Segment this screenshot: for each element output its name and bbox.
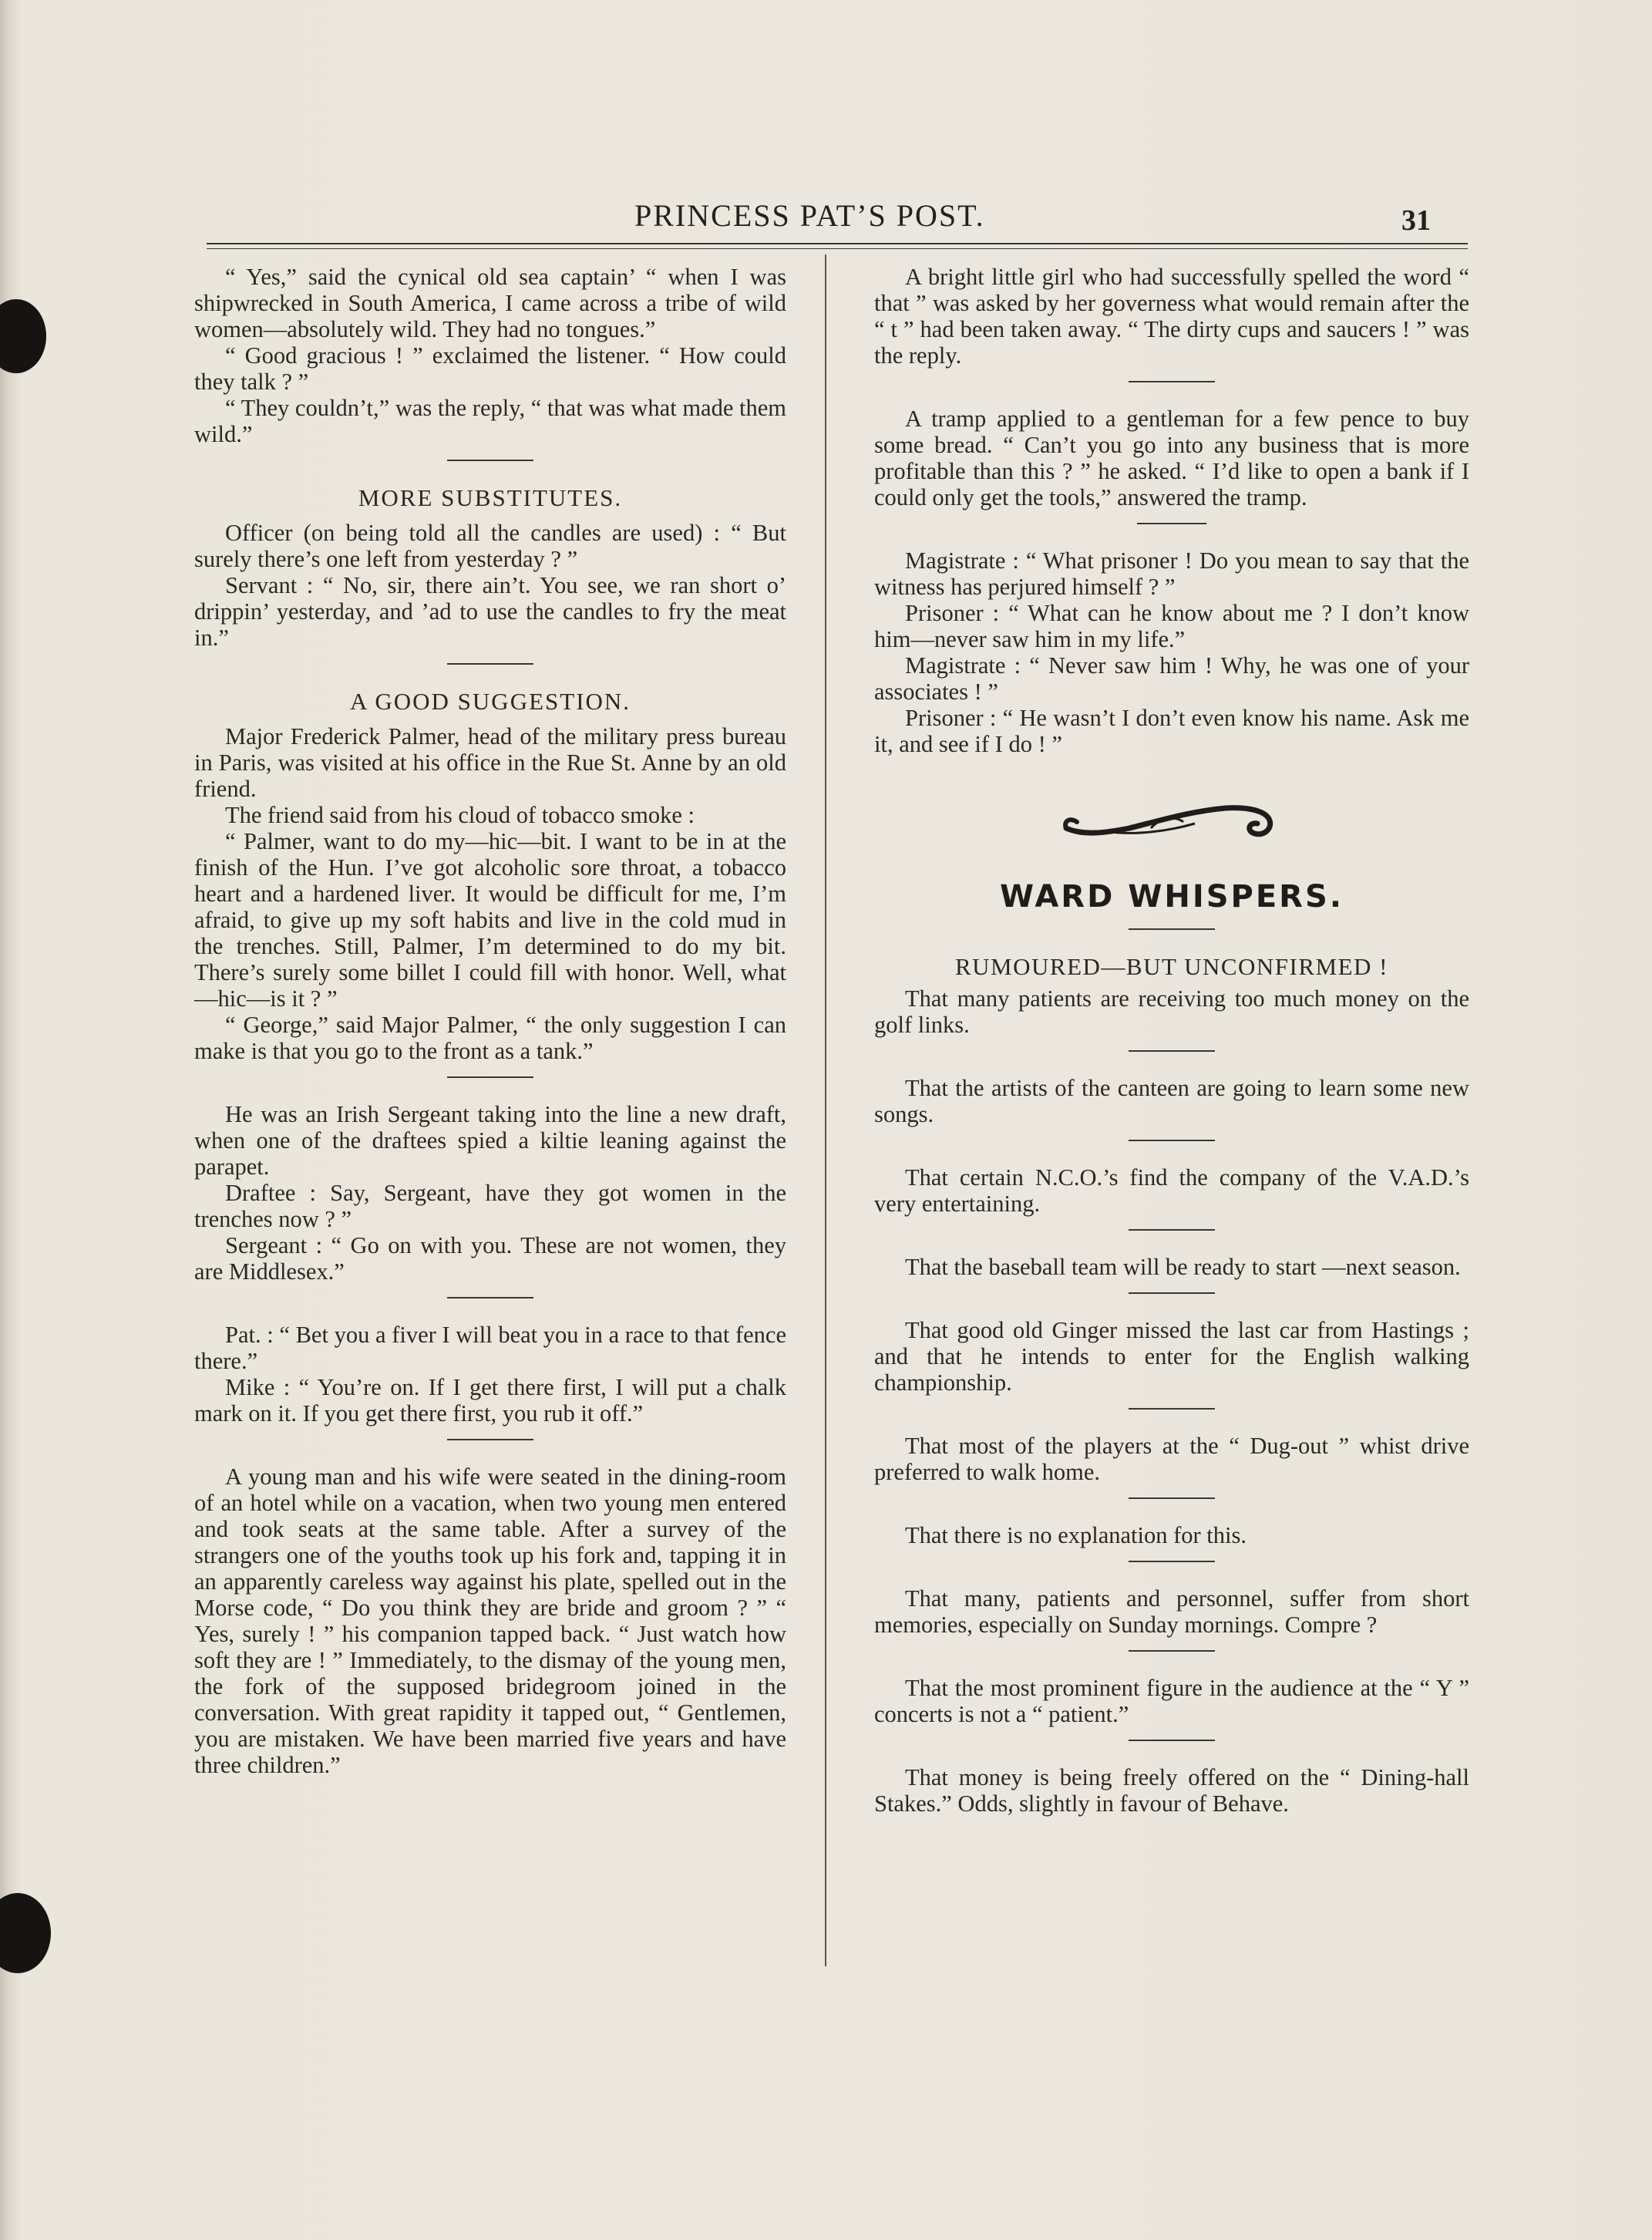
column-divider bbox=[825, 254, 826, 1966]
separator-rule bbox=[447, 1297, 533, 1299]
pat-mike-para-2: Mike : “ You’re on. If I get there first, I will put a chalk mark on it. If you get there first, you rub it off.” bbox=[194, 1374, 786, 1427]
separator-rule bbox=[1129, 1140, 1215, 1141]
rumour-item: That money is being freely offered on the “ Dining-hall Stakes.” Odds, slightly in favour of Behave. bbox=[874, 1764, 1469, 1817]
more-substitutes-heading: MORE SUBSTITUTES. bbox=[358, 484, 623, 511]
rumour-item: That the baseball team will be ready to start —next season. bbox=[905, 1254, 1461, 1280]
header-rule-thin bbox=[207, 248, 1468, 249]
pat-mike-para-1: Pat. : “ Bet you a fiver I will beat you in a race to that fence there.” bbox=[194, 1322, 786, 1374]
sergeant-para-1: He was an Irish Sergeant taking into the line a new draft, when one of the draftees spied a kiltie leaning against the parapet. bbox=[194, 1101, 786, 1180]
right-column bbox=[874, 264, 1469, 1817]
rumour-item: That the most prominent figure in the audience at the “ Y ” concerts is not a “ patient.” bbox=[874, 1675, 1469, 1727]
captain-para-1: “ Yes,” said the cynical old sea captain’ “ when I was shipwrecked in South America, I came across a tribe of wild women—absolutely wild. They had no tongues.” bbox=[194, 264, 786, 342]
rumour-item: That certain N.C.O.’s find the company of the V.A.D.’s very entertaining. bbox=[874, 1164, 1469, 1217]
tramp-para: A tramp applied to a gentleman for a few pence to buy some bread. “ Can’t you go into any business that is more profitable than this ? ” he asked. “ I’d like to open a bank if I could only get the tools,” answered the tramp. bbox=[874, 406, 1469, 510]
flourish-ornament-icon bbox=[1060, 797, 1284, 848]
suggestion-para-1: Major Frederick Palmer, head of the military press bureau in Paris, was visited at his office in the Rue St. Anne by an old friend. bbox=[194, 723, 786, 802]
good-suggestion-heading: A GOOD SUGGESTION. bbox=[349, 688, 631, 715]
separator-rule bbox=[1129, 1408, 1215, 1410]
captain-para-3: “ They couldn’t,” was the reply, “ that was what made them wild.” bbox=[194, 395, 786, 447]
separator-rule bbox=[1129, 1650, 1215, 1652]
separator-rule bbox=[447, 460, 533, 461]
page-number: 31 bbox=[1401, 204, 1431, 237]
rumour-item: That most of the players at the “ Dug-out ” whist drive preferred to walk home. bbox=[874, 1433, 1469, 1485]
rumoured-heading: RUMOURED—BUT UNCONFIRMED ! bbox=[954, 953, 1389, 980]
rumour-item: That good old Ginger missed the last car from Hastings ; and that he intends to enter for the English walking championship. bbox=[874, 1317, 1469, 1396]
suggestion-para-2: The friend said from his cloud of tobacco smoke : bbox=[225, 802, 695, 828]
separator-rule bbox=[447, 1439, 533, 1440]
separator-rule bbox=[1129, 381, 1215, 382]
magistrate-para-3: Magistrate : “ Never saw him ! Why, he was one of your associates ! ” bbox=[874, 652, 1469, 705]
page-header bbox=[207, 194, 1471, 250]
separator-rule bbox=[1129, 1497, 1215, 1499]
separator-rule bbox=[1129, 1561, 1215, 1562]
captain-para-2: “ Good gracious ! ” exclaimed the listener. “ How could they talk ? ” bbox=[194, 342, 786, 395]
separator-rule bbox=[1129, 1740, 1215, 1741]
substitutes-para-1: Officer (on being told all the candles are used) : “ But surely there’s one left from yesterday ? ” bbox=[194, 520, 786, 572]
rumour-item: That many patients are receiving too much money on the golf links. bbox=[874, 985, 1469, 1038]
separator-rule bbox=[1129, 1229, 1215, 1231]
left-column bbox=[194, 264, 786, 1778]
substitutes-para-2: Servant : “ No, sir, there ain’t. You see, we ran short o’ drippin’ yesterday, and ’ad to use the candles to fry the meat in.” bbox=[194, 572, 786, 651]
rumour-item: That there is no explanation for this. bbox=[905, 1522, 1247, 1548]
morse-para: A young man and his wife were seated in the dining-room of an hotel while on a vacation, when two young men entered and took seats at the same table. After a survey of the strangers one of the youths took up his fork and, tapping it in an apparently careless way against his plate, spelled out in the Morse code, “ Do you think they are bride and groom ? ” “ Yes, surely ! ” his companion tapped back. “ Just watch how soft they are ! ” Immediately, to the dismay of the young men, the fork of the supposed bridegroom joined in the conversation. With great rapidity it tapped out, “ Gentlemen, you are mistaken. We have been married five years and have three children.” bbox=[194, 1464, 786, 1778]
separator-rule bbox=[1129, 928, 1215, 930]
separator-rule bbox=[1129, 1050, 1215, 1052]
magistrate-para-2: Prisoner : “ What can he know about me ? I don’t know him—never saw him in my life.” bbox=[874, 600, 1469, 652]
separator-rule bbox=[1129, 1292, 1215, 1294]
header-rule bbox=[207, 243, 1468, 244]
separator-rule bbox=[447, 1076, 533, 1078]
separator-rule bbox=[1137, 523, 1206, 524]
suggestion-para-3: “ Palmer, want to do my—hic—bit. I want to be in at the finish of the Hun. I’ve got alcoholic sore throat, a tobacco heart and a hardened liver. It would be difficult for me, I’m afraid, to give up my soft habits and live in the cold mud in the trenches. Still, Palmer, I’m determined to do my bit. There’s surely some billet I could fill with honor. Well, what —hic—is it ? ” bbox=[194, 828, 786, 1012]
sergeant-para-2: Draftee : Say, Sergeant, have they got women in the trenches now ? ” bbox=[194, 1180, 786, 1232]
ward-whispers-title: WARD WHISPERS. bbox=[1000, 879, 1344, 915]
magistrate-para-1: Magistrate : “ What prisoner ! Do you mean to say that the witness has perjured himself ? ” bbox=[874, 547, 1469, 600]
separator-rule bbox=[447, 663, 533, 665]
sergeant-para-3: Sergeant : “ Go on with you. These are not women, they are Middlesex.” bbox=[194, 1232, 786, 1285]
suggestion-para-4: “ George,” said Major Palmer, “ the only suggestion I can make is that you go to the front as a tank.” bbox=[194, 1012, 786, 1064]
rumour-item: That the artists of the canteen are going to learn some new songs. bbox=[874, 1075, 1469, 1127]
girl-para: A bright little girl who had successfully spelled the word “ that ” was asked by her governess what would remain after the “ t ” had been taken away. “ The dirty cups and saucers ! ” was the reply. bbox=[874, 264, 1469, 369]
rumour-item: That many, patients and personnel, suffer from short memories, especially on Sunday mornings. Compre ? bbox=[874, 1585, 1469, 1638]
running-title: PRINCESS PAT’S POST. bbox=[634, 198, 985, 233]
magistrate-para-4: Prisoner : “ He wasn’t I don’t even know his name. Ask me it, and see if I do ! ” bbox=[874, 705, 1469, 757]
